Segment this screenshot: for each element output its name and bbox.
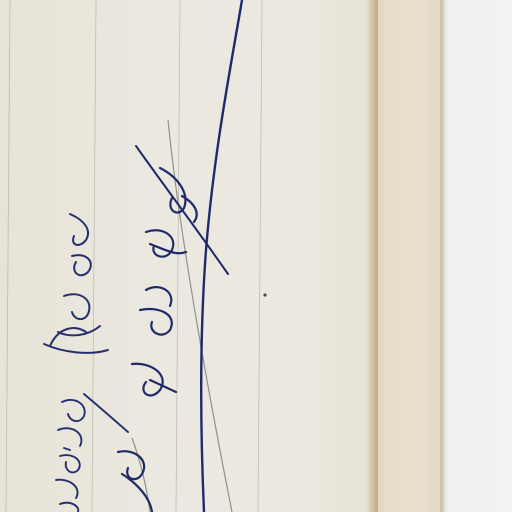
signature-letters [118,168,197,512]
pencil-guide-lines [6,0,262,512]
word-yours [44,214,108,353]
pencil-strokes [132,120,232,512]
signature-flourish [201,0,242,512]
paper-speck [263,293,266,296]
